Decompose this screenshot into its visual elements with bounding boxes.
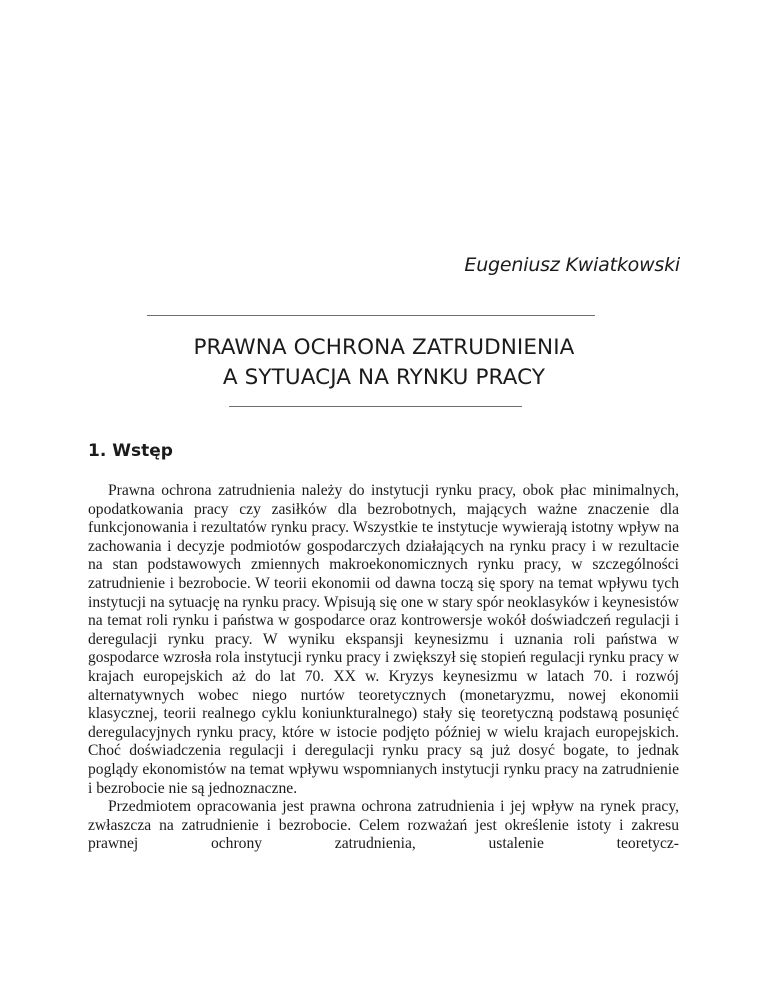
paragraph-1: Prawna ochrona zatrudnienia należy do instytucji rynku pracy, obok płac minimalnych, opodatkowania pracy czy zasiłków dla bezrobotnych, mających ważne znaczenie dla funkcjonowania i rezultatów rynku pracy. Wszystkie te instytucje wywierają istotny wpływ na zachowania i decyzje podmiotów gospodarczych działających na rynku pracy i w rezultacie na stan podstawowych zmiennych makroekonomicznych rynku pracy, w szczególności zatrudnienie i bezrobocie. W teorii ekonomii od dawna toczą się spory na temat wpływu tych instytucji na sytuację na rynku pracy. Wpisują się one w stary spór neoklasyków i keynesistów na temat roli rynku i państwa w gospodarce oraz kontrowersje wokół doświadczeń regulacji i deregulacji rynku pracy. W wyniku ekspansji keynesizmu i uznania roli państwa w gospodarce wzrosła rola instytucji rynku pracy i zwiększył się stopień regulacji rynku pracy w krajach europejskich aż do lat 70. XX w. Kryzys keynesizmu w latach 70. i rozwój alternatywnych wobec niego nurtów teoretycznych (monetaryzmu, nowej ekonomii klasycznej, teorii realnego cyklu koniunkturalnego) stały się teoretyczną podstawą posunięć deregulacyjnych rynku pracy, które w istocie podjęto później w wielu krajach europejskich. Choć doświadczenia regulacji i deregulacji rynku pracy są już dosyć bogate, to jednak poglądy ekonomistów na temat wpływu wspomnianych instytucji rynku pracy na zatrudnienie i bezrobocie nie są jednoznaczne. — [88, 482, 679, 797]
title-bottom-rule — [229, 406, 522, 407]
author-name: Eugeniusz Kwiatkowski — [464, 254, 680, 276]
chapter-title-line-1: PRAWNA OCHRONA ZATRUDNIENIA — [193, 335, 575, 360]
chapter-title — [80, 333, 688, 393]
title-top-rule — [147, 315, 595, 316]
paragraph-2: Przedmiotem opracowania jest prawna ochrona zatrudnienia i jej wpływ na rynek pracy, zwłaszcza na zatrudnienie i bezrobocie. Celem rozważań jest określenie istoty i zakresu prawnej ochrony zatrudnienia, ustalenie teoretycz- — [88, 798, 679, 853]
chapter-title-line-2: A SYTUACJA NA RYNKU PRACY — [222, 365, 546, 390]
section-heading: 1. Wstęp — [88, 441, 173, 461]
body-text — [88, 482, 679, 854]
